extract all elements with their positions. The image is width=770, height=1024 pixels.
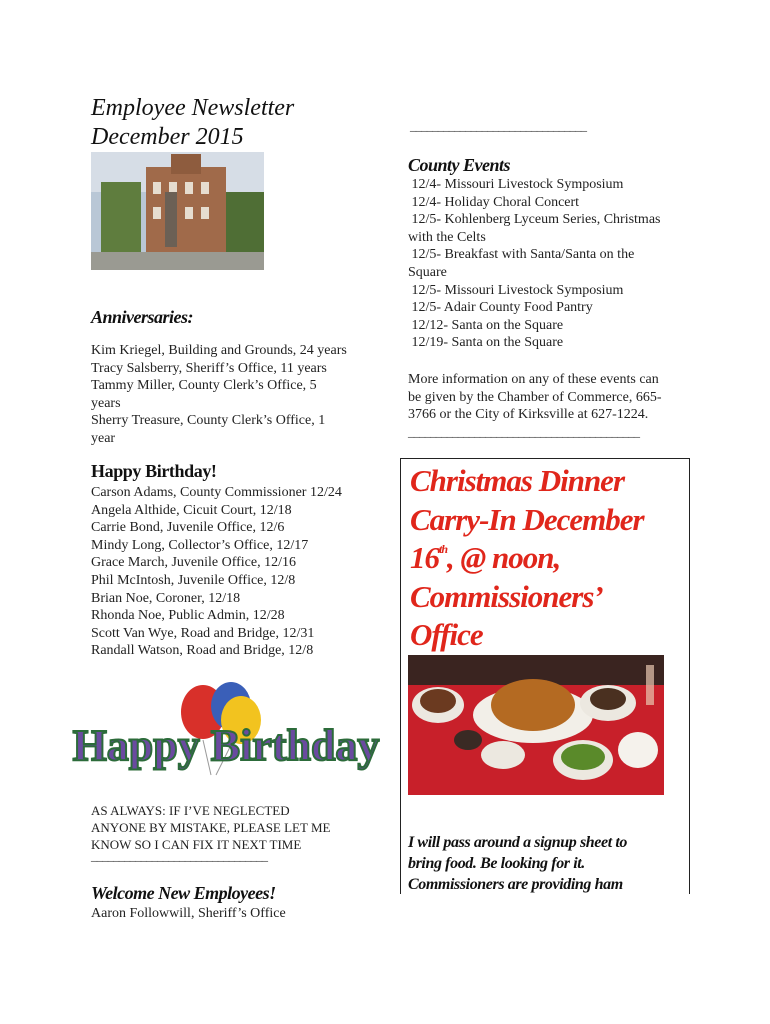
time-text: , @ noon, — [447, 540, 561, 575]
welcome-heading: Welcome New Employees! — [91, 883, 276, 903]
notice — [91, 802, 330, 853]
notice-line: AS ALWAYS: IF I’VE NEGLECTED — [91, 803, 290, 818]
date-day: 16 — [410, 540, 439, 575]
list-item: Tammy Miller, County Clerk’s Office, 5 — [91, 378, 317, 394]
title-line — [410, 539, 680, 578]
note-line: bring food. Be looking for it. — [408, 855, 585, 872]
list-item: Angela Althide, Cicuit Court, 12/18 — [91, 502, 292, 518]
list-item: Randall Watson, Road and Bridge, 12/8 — [91, 643, 314, 659]
newsletter-title — [91, 94, 294, 152]
list-item: Carrie Bond, Juvenile Office, 12/6 — [91, 520, 285, 536]
list-item: Mindy Long, Collector’s Office, 12/17 — [91, 537, 309, 553]
event-item: 12/5- Adair County Food Pantry — [408, 300, 593, 316]
courthouse-photo — [91, 152, 264, 270]
notice-line: ANYONE BY MISTAKE, PLEASE LET ME — [91, 820, 331, 835]
divider: __________________________________________ — [408, 424, 639, 439]
event-item: 12/12- Santa on the Square — [408, 317, 564, 333]
date-suffix: th — [439, 542, 448, 556]
list-item: years — [91, 395, 121, 411]
title-line: Carry-In December — [410, 501, 644, 537]
notice-line: KNOW SO I CAN FIX IT NEXT TIME — [91, 837, 302, 852]
list-item: Aaron Followwill, Sheriff’s Office — [91, 906, 286, 921]
list-item: Brian Noe, Coroner, 12/18 — [91, 590, 241, 606]
divider: ________________________________ — [91, 848, 267, 863]
list-item: Grace March, Juvenile Office, 12/16 — [91, 555, 296, 571]
list-item: Scott Van Wye, Road and Bridge, 12/31 — [91, 625, 315, 641]
title-line: Commissioners’ — [410, 578, 603, 614]
title-line: December 2015 — [91, 124, 244, 150]
info-line: More information on any of these events can — [408, 372, 659, 387]
dinner-note — [408, 832, 683, 895]
events-info — [408, 371, 661, 424]
anniversaries-heading: Anniversaries: — [91, 307, 194, 327]
event-item: 12/5- Kohlenberg Lyceum Series, Christmas — [408, 212, 661, 228]
note-line: I will pass around a signup sheet to — [408, 834, 627, 851]
list-item: Sherry Treasure, County Clerk’s Office, 1 — [91, 413, 326, 429]
title-line: Employee Newsletter — [91, 95, 295, 121]
divider: ________________________________ — [410, 118, 586, 133]
dinner-title — [410, 462, 680, 655]
event-item: 12/4- Missouri Livestock Symposium — [408, 177, 624, 192]
anniversaries-list — [91, 342, 347, 448]
list-item: Rhonda Noe, Public Admin, 12/28 — [91, 608, 285, 624]
note-line: Commissioners are providing ham — [408, 876, 623, 893]
info-line: be given by the Chamber of Commerce, 665- — [408, 389, 662, 405]
event-item: 12/5- Breakfast with Santa/Santa on the — [408, 247, 635, 263]
title-line: Christmas Dinner — [410, 463, 625, 498]
happy-birthday-text: Happy Birthday — [72, 721, 380, 770]
birthday-list — [91, 484, 342, 660]
event-item: 12/19- Santa on the Square — [408, 335, 564, 351]
event-item: with the Celts — [408, 229, 486, 245]
event-item: 12/5- Missouri Livestock Symposium — [408, 282, 624, 298]
info-line: 3766 or the City of Kirksville at 627-1224. — [408, 407, 649, 423]
title-line: Office — [410, 617, 483, 652]
events-list — [408, 176, 660, 352]
welcome-list — [91, 905, 286, 923]
list-item: Phil McIntosh, Juvenile Office, 12/8 — [91, 572, 296, 588]
event-item: 12/4- Holiday Choral Concert — [408, 194, 580, 210]
list-item: Kim Kriegel, Building and Grounds, 24 years — [91, 343, 347, 358]
christmas-dinner-photo — [408, 655, 664, 795]
happy-birthday-graphic — [72, 680, 380, 780]
events-heading: County Events — [408, 155, 511, 175]
list-item: Carson Adams, County Commissioner 12/24 — [91, 485, 342, 500]
event-item: Square — [408, 264, 447, 280]
list-item: year — [91, 430, 116, 446]
birthday-heading: Happy Birthday! — [91, 461, 217, 481]
list-item: Tracy Salsberry, Sheriff’s Office, 11 years — [91, 360, 327, 376]
